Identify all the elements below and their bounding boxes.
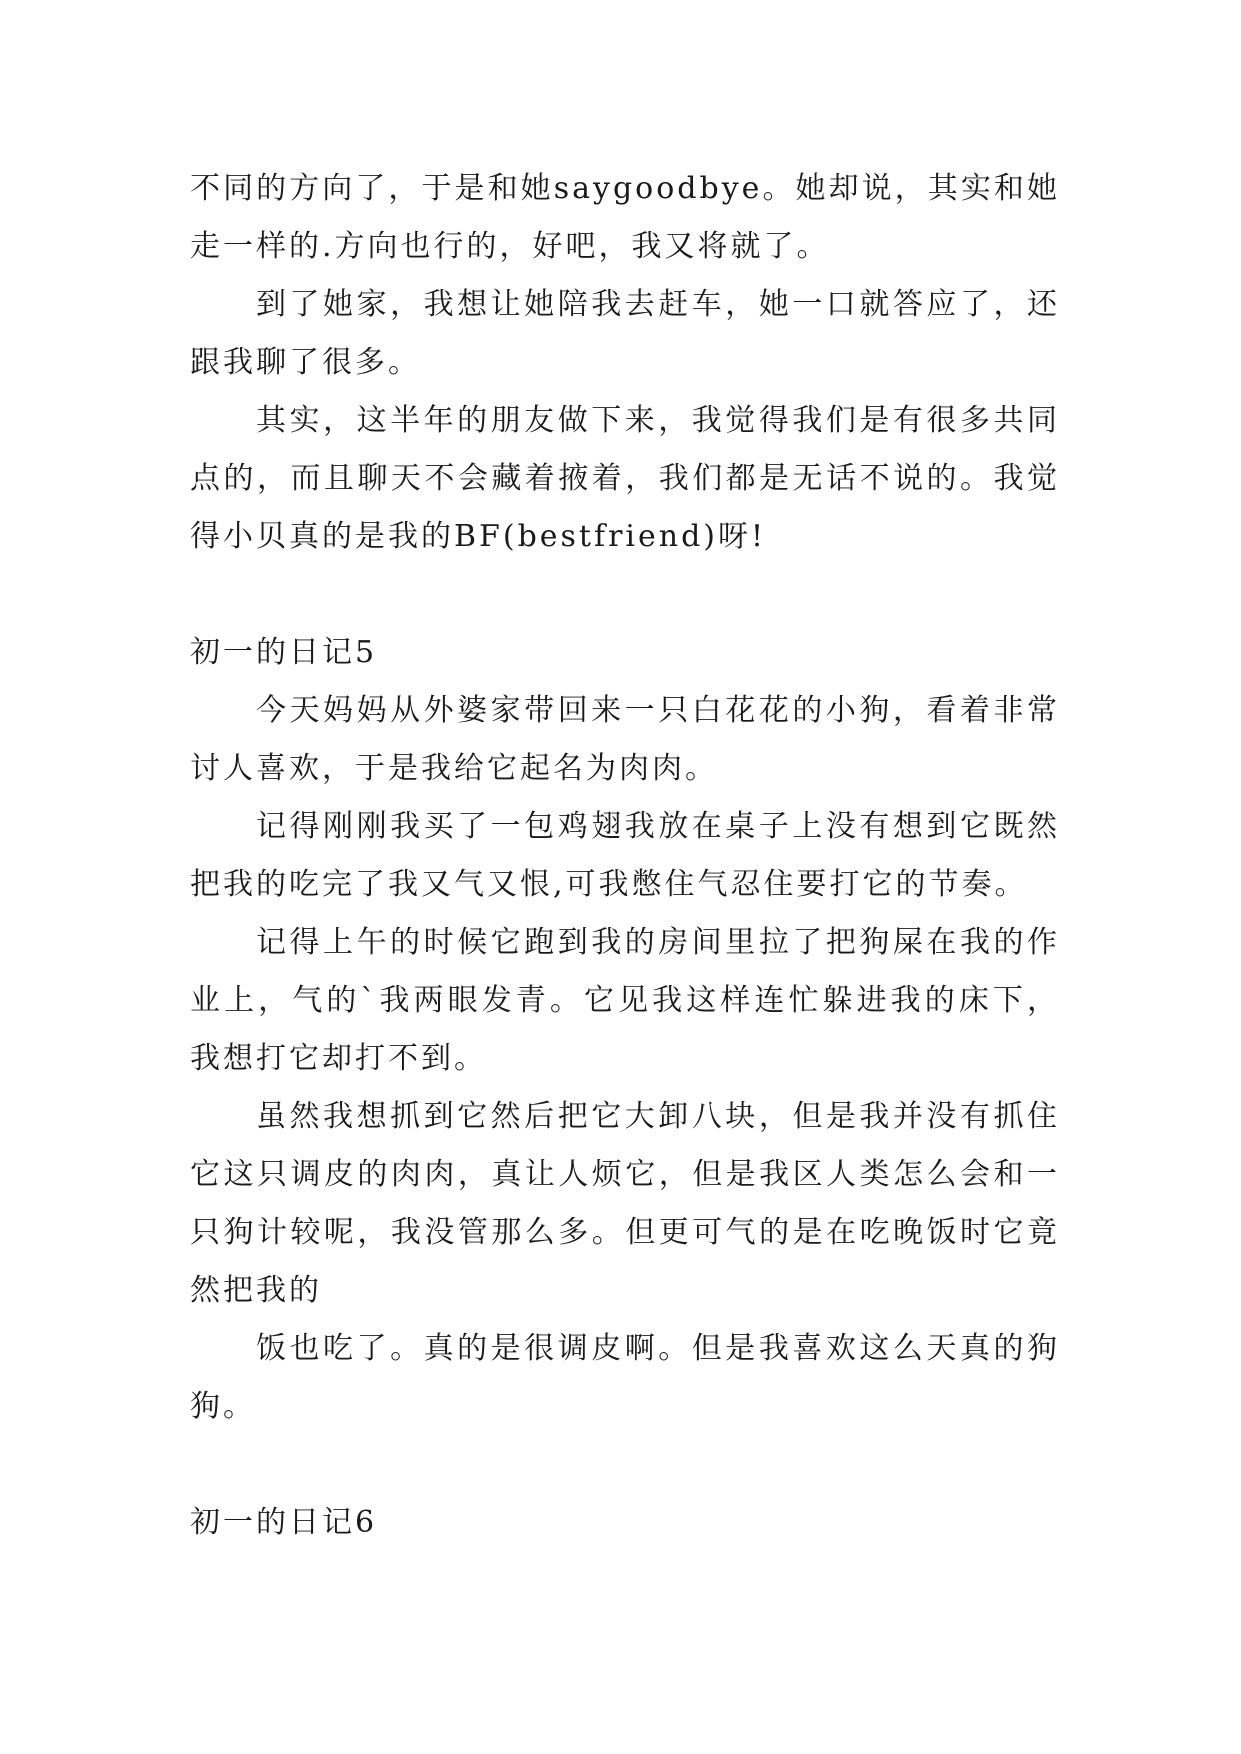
paragraph: 记得刚刚我买了一包鸡翅我放在桌子上没有想到它既然把我的吃完了我又气又恨,可我憋住气忍住要打它的节奏。 xyxy=(190,809,1060,902)
section-heading: 初一的日记6 xyxy=(190,1505,378,1540)
paragraph: 不同的方向了，于是和她saygoodbye。她却说，其实和她走一样的.方向也行的，好吧，我又将就了。 xyxy=(190,171,1060,264)
paragraph: 记得上午的时候它跑到我的房间里拉了把狗屎在我的作业上，气的`我两眼发青。它见我这样连忙躲进我的床下，我想打它却打不到。 xyxy=(190,925,1060,1076)
paragraph: 到了她家，我想让她陪我去赶车，她一口就答应了，还跟我聊了很多。 xyxy=(190,287,1060,380)
paragraph: 其实，这半年的朋友做下来，我觉得我们是有很多共同点的，而且聊天不会藏着掖着，我们都是无话不说的。我觉得小贝真的是我的BF(bestfriend)呀! xyxy=(190,403,1060,554)
section-heading: 初一的日记5 xyxy=(190,635,378,670)
paragraph: 虽然我想抓到它然后把它大卸八块，但是我并没有抓住它这只调皮的肉肉，真让人烦它，但是我区人类怎么会和一只狗计较呢，我没管那么多。但更可气的是在吃晚饭时它竟然把我的 xyxy=(190,1099,1060,1308)
paragraph: 今天妈妈从外婆家带回来一只白花花的小狗，看着非常讨人喜欢，于是我给它起名为肉肉。 xyxy=(190,693,1060,786)
paragraph: 饭也吃了。真的是很调皮啊。但是我喜欢这么天真的狗狗。 xyxy=(190,1331,1060,1424)
document-body xyxy=(190,160,1060,1552)
